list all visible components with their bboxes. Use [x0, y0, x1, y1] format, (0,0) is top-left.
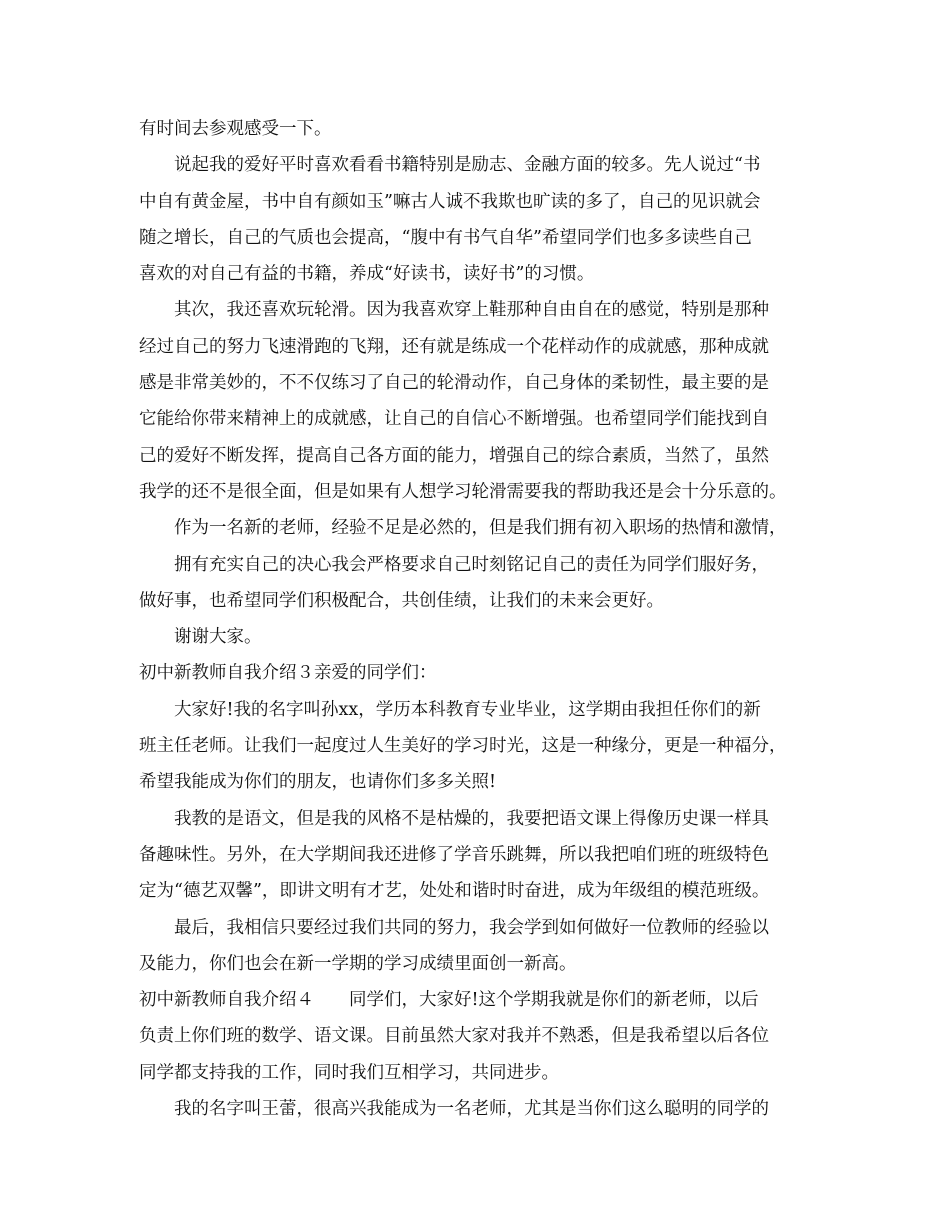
text-line: 同学都支持我的工作，同时我们互相学习，共同进步。 [139, 1062, 559, 1083]
text-line: 我教的是语文，但是我的风格不是枯燥的，我要把语文课上得像历史课一样具 [174, 808, 769, 829]
text-line: 其次，我还喜欢玩轮滑。因为我喜欢穿上鞋那种自由自在的感觉，特别是那种 [174, 300, 769, 321]
text-line: 初中新教师自我介绍４ 同学们，大家好!这个学期我就是你们的新老师，以后 [139, 990, 759, 1011]
text-line: 定为“德艺双馨”，即讲文明有才艺，处处和谐时时奋进，成为年级组的模范班级。 [139, 881, 770, 902]
text-line: 希望我能成为你们的朋友，也请你们多多关照! [139, 772, 497, 793]
text-line: 负责上你们班的数学、语文课。目前虽然大家对我并不熟悉，但是我希望以后各位 [139, 1026, 769, 1047]
text-line: 经过自己的努力飞速滑跑的飞翔，还有就是练成一个花样动作的成就感，那种成就 [139, 336, 769, 357]
text-line: 随之增长，自己的气质也会提高，“腹中有书气自华”希望同学们也多多读些自己 [139, 227, 752, 248]
text-line: 我的名字叫王蕾，很高兴我能成为一名老师，尤其是当你们这么聪明的同学的 [174, 1099, 769, 1120]
text-line: 做好事，也希望同学们积极配合，共创佳绩，让我们的未来会更好。 [139, 590, 664, 611]
text-line: 有时间去参观感受一下。 [139, 119, 332, 139]
text-line: 谢谢大家。 [174, 627, 262, 648]
text-line: 初中新教师自我介绍３亲爱的同学们： [139, 663, 437, 684]
text-line: 备趣味性。另外，在大学期间我还进修了学音乐跳舞，所以我把咱们班的班级特色 [139, 844, 769, 865]
text-line: 说起我的爱好平时喜欢看看书籍特别是励志、金融方面的较多。先人说过“书 [174, 155, 761, 176]
text-line: 班主任老师。让我们一起度过人生美好的学习时光，这是一种缘分，更是一种福分， [139, 736, 787, 757]
text-line: 我学的还不是很全面，但是如果有人想学习轮滑需要我的帮助我还是会十分乐意的。 [139, 481, 787, 502]
text-line: 拥有充实自己的决心我会严格要求自己时刻铭记自己的责任为同学们服好务， [174, 554, 769, 575]
text-line: 作为一名新的老师，经验不足是必然的，但是我们拥有初入职场的热情和激情， [174, 518, 787, 539]
text-line: 大家好!我的名字叫孙xx，学历本科教育专业毕业，这学期由我担任你们的新 [174, 699, 761, 720]
text-line: 最后，我相信只要经过我们共同的努力，我会学到如何做好一位教师的经验以 [174, 917, 769, 938]
text-line: 它能给你带来精神上的成就感，让自己的自信心不断增强。也希望同学们能找到自 [139, 409, 769, 430]
text-line: 感是非常美妙的，不不仅练习了自己的轮滑动作，自己身体的柔韧性，最主要的是 [139, 373, 769, 394]
text-line: 己的爱好不断发挥，提高自己各方面的能力，增强自己的综合素质，当然了，虽然 [139, 445, 769, 466]
text-line: 及能力，你们也会在新一学期的学习成绩里面创一新高。 [139, 953, 577, 974]
text-line: 中自有黄金屋，书中自有颜如玉”嘛古人诚不我欺也旷读的多了，自己的见识就会 [139, 191, 761, 212]
document-body [139, 111, 819, 1127]
text-line: 喜欢的对自己有益的书籍，养成“好读书，读好书”的习惯。 [139, 264, 595, 285]
